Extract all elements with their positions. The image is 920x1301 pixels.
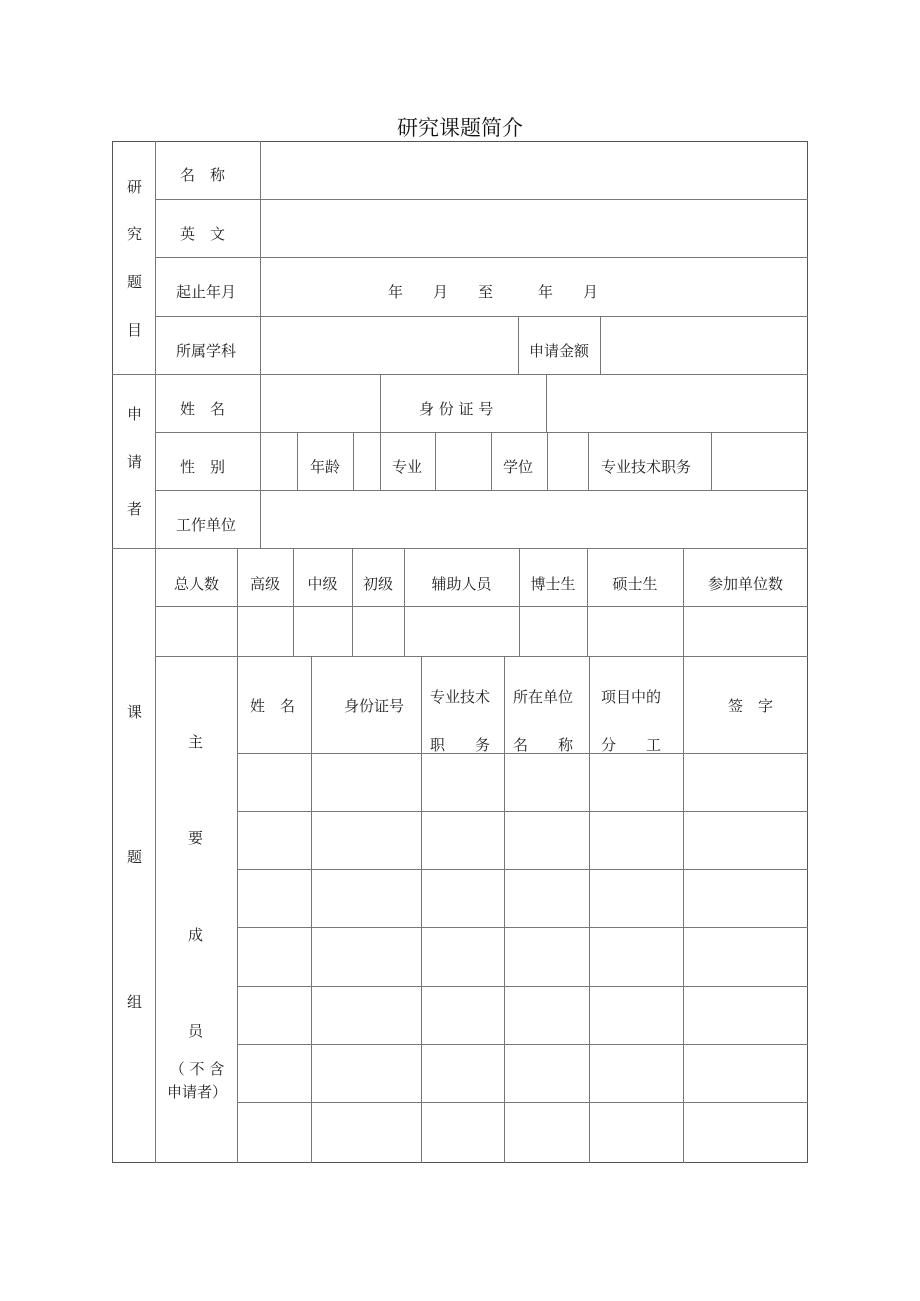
col-divider xyxy=(352,548,353,656)
member-role-header: 项目中的 分 工 xyxy=(601,688,662,754)
topic-name-label: 名 称 xyxy=(180,166,226,184)
topic-english-label: 英 文 xyxy=(180,225,226,243)
applicant-section-char: 申 xyxy=(127,405,143,423)
col-divider xyxy=(435,432,436,490)
applicant-gender-label: 性 别 xyxy=(180,458,226,476)
col-divider xyxy=(504,656,505,1163)
row-divider xyxy=(237,927,808,928)
row-divider xyxy=(237,1044,808,1045)
stats-header: 博士生 xyxy=(530,575,576,593)
col-divider xyxy=(587,548,588,656)
stats-header: 初级 xyxy=(362,575,393,593)
members-label-char: 主 xyxy=(188,733,204,751)
members-note: （ 不 含 申请者） xyxy=(166,1060,227,1101)
col-divider xyxy=(311,656,312,1163)
applicant-id-label: 身 份 证 号 xyxy=(419,400,494,418)
row-divider xyxy=(156,257,808,258)
row-divider xyxy=(237,986,808,987)
row-divider xyxy=(237,811,808,812)
applicant-section-char: 者 xyxy=(127,500,143,518)
applicant-employer-label: 工作单位 xyxy=(176,516,237,534)
stats-header: 参加单位数 xyxy=(707,575,783,593)
col-divider xyxy=(588,432,589,490)
col-divider xyxy=(589,656,590,1163)
topic-period-label: 起止年月 xyxy=(176,283,237,301)
section-divider xyxy=(112,548,808,549)
col-divider xyxy=(421,656,422,1163)
topic-period-value: 年 月 至 年 月 xyxy=(388,283,599,301)
stats-header: 总人数 xyxy=(173,575,219,593)
row-divider xyxy=(237,869,808,870)
col-divider xyxy=(546,374,547,432)
group-section-char: 题 xyxy=(127,848,143,866)
col-divider xyxy=(260,141,261,548)
row-divider xyxy=(237,1102,808,1103)
col-divider xyxy=(155,141,156,1163)
research-topic-section-char: 究 xyxy=(127,225,143,243)
member-signature-header: 签 字 xyxy=(728,697,774,715)
applicant-age-label: 年龄 xyxy=(310,458,341,476)
members-label-char: 要 xyxy=(188,829,204,847)
topic-discipline-label: 所属学科 xyxy=(176,342,237,360)
stats-header: 中级 xyxy=(307,575,338,593)
applicant-major-label: 专业 xyxy=(392,458,423,476)
research-topic-section-char: 研 xyxy=(127,178,143,196)
row-divider xyxy=(156,656,808,657)
members-label-char: 员 xyxy=(188,1022,204,1040)
col-divider xyxy=(297,432,298,490)
applicant-degree-label: 学位 xyxy=(503,458,534,476)
applicant-section-char: 请 xyxy=(127,453,143,471)
research-topic-section-char: 题 xyxy=(127,273,143,291)
row-divider xyxy=(156,199,808,200)
col-divider xyxy=(237,548,238,1163)
member-name-header: 姓 名 xyxy=(250,697,296,715)
col-divider xyxy=(293,548,294,656)
row-divider xyxy=(156,316,808,317)
col-divider xyxy=(518,316,519,374)
members-label-char: 成 xyxy=(188,926,204,944)
section-divider xyxy=(112,374,808,375)
col-divider xyxy=(600,316,601,374)
col-divider xyxy=(683,548,684,1163)
col-divider xyxy=(519,548,520,656)
col-divider xyxy=(353,432,354,490)
applicant-name-label: 姓 名 xyxy=(180,400,226,418)
member-employer-header: 所在单位 名 称 xyxy=(513,688,574,754)
row-divider xyxy=(156,606,808,607)
col-divider xyxy=(380,374,381,490)
member-id-header: 身份证号 xyxy=(344,697,405,715)
row-divider xyxy=(156,490,808,491)
group-section-char: 课 xyxy=(127,703,143,721)
col-divider xyxy=(491,432,492,490)
topic-funding-label: 申请金额 xyxy=(529,342,590,360)
col-divider xyxy=(711,432,712,490)
member-title-header: 专业技术 职 务 xyxy=(430,688,491,754)
group-section-char: 组 xyxy=(127,993,143,1011)
page-title: 研究课题简介 xyxy=(397,116,523,140)
research-topic-section-char: 目 xyxy=(127,321,143,339)
col-divider xyxy=(404,548,405,656)
stats-header: 辅助人员 xyxy=(431,575,492,593)
applicant-title-label: 专业技术职务 xyxy=(601,458,692,476)
col-divider xyxy=(547,432,548,490)
stats-header: 高级 xyxy=(249,575,280,593)
stats-header: 硕士生 xyxy=(612,575,658,593)
